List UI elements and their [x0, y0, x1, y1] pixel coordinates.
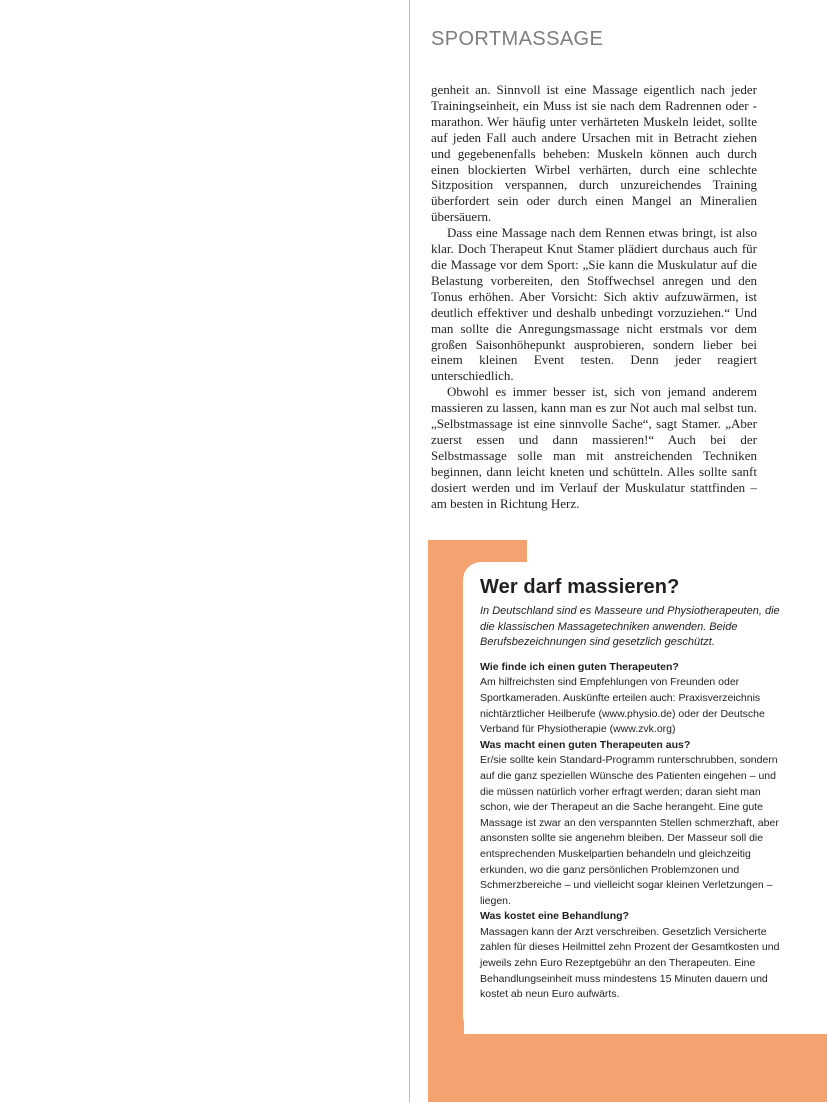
faq-answer: Er/sie sollte kein Standard-Programm runterschrubben, sondern auf die ganz speziellen Wünsche des Patienten eingehen – und die müssen natürlich vorher erfragt werden; daran sieht man schon, wie der Therapeut an die Sache herangeht. Eine gute Massage ist zwar an den verspannten Stellen schmerzhaft, aber ansonsten sollte sie angenehm bleiben. Der Masseur soll die entsprechenden Muskelpartien behandeln und gleichzeitig erkunden, wo die ganz persönlichen Problemzonen und Schmerzbereiche – und vielleicht sogar kleinen Verletzungen – liegen. — [480, 754, 779, 907]
infobox-accent-bar — [428, 540, 464, 1102]
faq-answer: Massagen kann der Arzt verschreiben. Gesetzlich Versicherte zahlen für dieses Heilmittel zehn Prozent der Gesamtkosten und jeweils zehn Euro Rezeptgebühr an den Therapeuten. Eine Behandlungseinheit muss mindestens 15 Minuten dauern und kostet ab neun Euro aufwärts. — [480, 925, 780, 1001]
infobox-heading: Wer darf massieren? — [480, 576, 680, 598]
article-paragraph: Dass eine Massage nach dem Rennen etwas bringt, ist also klar. Doch Therapeut Knut Stamer plädiert durchaus auch für die Massage vor dem Sport: „Sie kann die Muskulatur auf die Belastung vorbereiten, den Stoffwechsel anregen und den Tonus erhöhen. Aber Vorsicht: Sich aktiv aufzuwärmen, ist deutlich effektiver und deshalb unbedingt vorzuziehen.“ Und man sollte die Anregungsmassage nicht erstmals vor dem großen Saisonhöhepunkt ausprobieren, sondern lieber bei einem kleinen Event testen. Denn jeder reagiert unterschiedlich. — [431, 225, 757, 384]
infobox-content — [480, 576, 792, 1003]
article-body — [431, 82, 757, 511]
faq-question: Was macht einen guten Therapeuten aus? — [480, 738, 691, 751]
article-paragraph: Obwohl es immer besser ist, sich von jemand anderem massieren zu lassen, kann man es zur Not auch mal selbst tun. „Selbstmassage ist eine sinnvolle Sache“, sagt Stamer. „Aber zuerst essen und dann massieren!“ Auch bei der Selbstmassage solle man mit anstreichenden Techniken beginnen, dann leicht kneten und schütteln. Alles sollte sanft dosiert werden und im Verlauf der Muskulatur stattfinden – am besten in Richtung Herz. — [431, 384, 757, 511]
infobox-bottom-band — [428, 1034, 827, 1102]
column-divider — [409, 0, 410, 1102]
infobox-intro: In Deutschland sind es Masseure und Physiotherapeuten, die die klassischen Massagetechniken anwenden. Beide Berufsbezeichnungen sind gesetzlich geschützt. — [480, 605, 780, 649]
section-title: SPORTMASSAGE — [431, 28, 604, 50]
faq-answer: Am hilfreichsten sind Empfehlungen von Freunden oder Sportkameraden. Auskünfte erteilen auch: Praxisverzeichnis nichtärztlicher Heilberufe (www.physio.de) oder der Deutsche Verband für Physiotherapie (www.zvk.org) — [480, 676, 765, 736]
faq-question: Wie finde ich einen guten Therapeuten? — [480, 660, 679, 673]
article-paragraph: genheit an. Sinnvoll ist eine Massage eigentlich nach jeder Trainingseinheit, ein Muss ist sie nach dem Radrennen oder -marathon. Wer häufig unter verhärteten Muskeln leidet, sollte auf jeden Fall auch andere Ursachen mit in Betracht ziehen und gegebenenfalls beheben: Muskeln können auch durch einen blockierten Wirbel verhärten, durch eine schlechte Sitzposition verspannen, durch unzureichendes Training überfordert sein oder durch einen Mangel an Mineralien übersäuern. — [431, 82, 757, 225]
faq-question: Was kostet eine Behandlung? — [480, 910, 629, 923]
